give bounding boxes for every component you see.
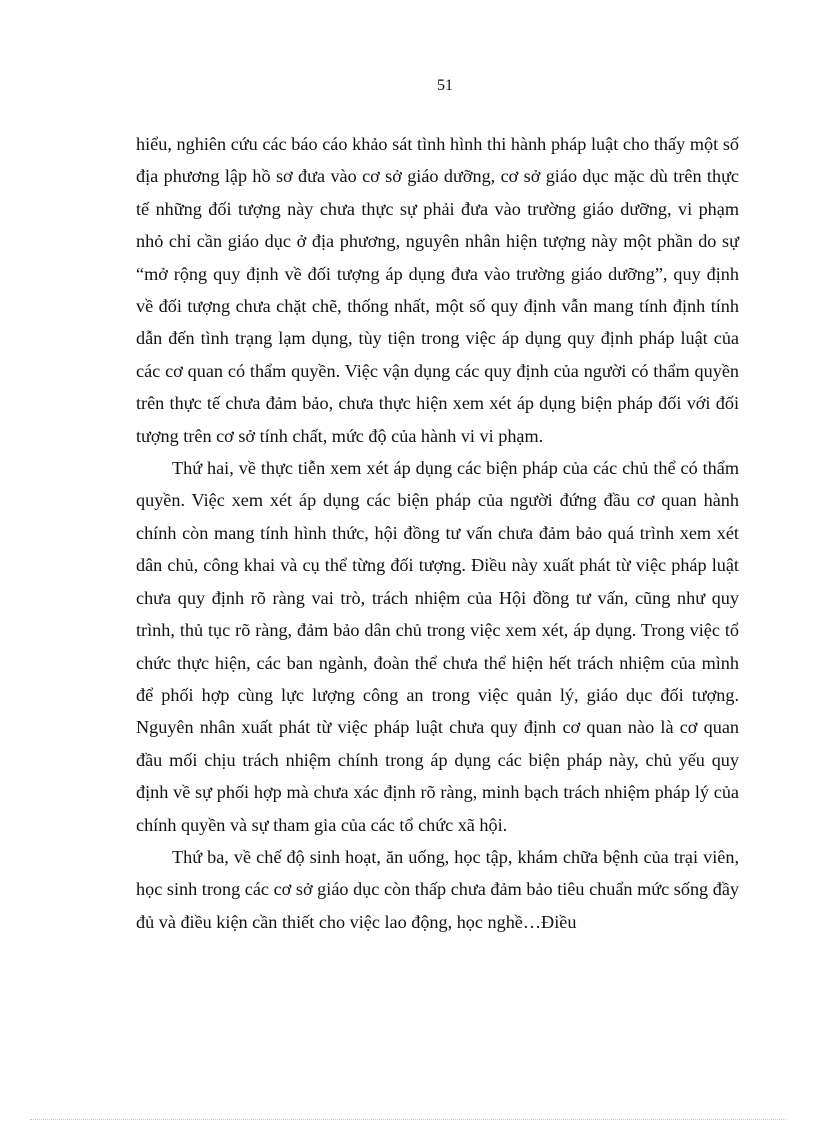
body-text xyxy=(136,128,739,938)
paragraph-second-point: Thứ hai, về thực tiễn xem xét áp dụng các biện pháp của các chủ thể có thẩm quyền. Việc xem xét áp dụng các biện pháp của người đứng đầu cơ quan hành chính còn mang tính hình thức, hội đồng tư vấn chưa đảm bảo quá trình xem xét dân chủ, công khai và cụ thể từng đối tượng. Điều này xuất phát từ việc pháp luật chưa quy định rõ ràng vai trò, trách nhiệm của Hội đồng tư vấn, cũng như quy trình, thủ tục rõ ràng, đảm bảo dân chủ trong việc xem xét, áp dụng. Trong việc tổ chức thực hiện, các ban ngành, đoàn thể chưa thể hiện hết trách nhiệm của mình để phối hợp cùng lực lượng công an trong việc quản lý, giáo dục đối tượng. Nguyên nhân xuất phát từ việc pháp luật chưa quy định cơ quan nào là cơ quan đầu mối chịu trách nhiệm chính trong áp dụng các biện pháp này, chủ yếu quy định về sự phối hợp mà chưa xác định rõ ràng, minh bạch trách nhiệm pháp lý của chính quyền và sự tham gia của các tổ chức xã hội. xyxy=(136,458,739,835)
page-number: 51 xyxy=(437,77,453,94)
paragraph-continuation: hiểu, nghiên cứu các báo cáo khảo sát tình hình thi hành pháp luật cho thấy một số địa phương lập hồ sơ đưa vào cơ sở giáo dưỡng, cơ sở giáo dục mặc dù trên thực tế những đối tượng này chưa thực sự phải đưa vào trường giáo dưỡng, vi phạm nhỏ chỉ cần giáo dục ở địa phương, nguyên nhân hiện tượng này một phần do sự “mở rộng quy định về đối tượng áp dụng đưa vào trường giáo dưỡng”, quy định về đối tượng chưa chặt chẽ, thống nhất, một số quy định vẫn mang tính định tính dẫn đến tình trạng lạm dụng, tùy tiện trong việc áp dụng quy định pháp luật của các cơ quan có thẩm quyền. Việc vận dụng các quy định của người có thẩm quyền trên thực tế chưa đảm bảo, chưa thực hiện xem xét áp dụng biện pháp đối với đối tượng trên cơ sở tính chất, mức độ của hành vi vi phạm. xyxy=(136,134,739,446)
paragraph-third-point: Thứ ba, về chế độ sinh hoạt, ăn uống, học tập, khám chữa bệnh của trại viên, học sinh trong các cơ sở giáo dục còn thấp chưa đảm bảo tiêu chuẩn mức sống đầy đủ và điều kiện cần thiết cho việc lao động, học nghề…Điều xyxy=(136,846,739,932)
page-bottom-divider xyxy=(30,1119,786,1120)
